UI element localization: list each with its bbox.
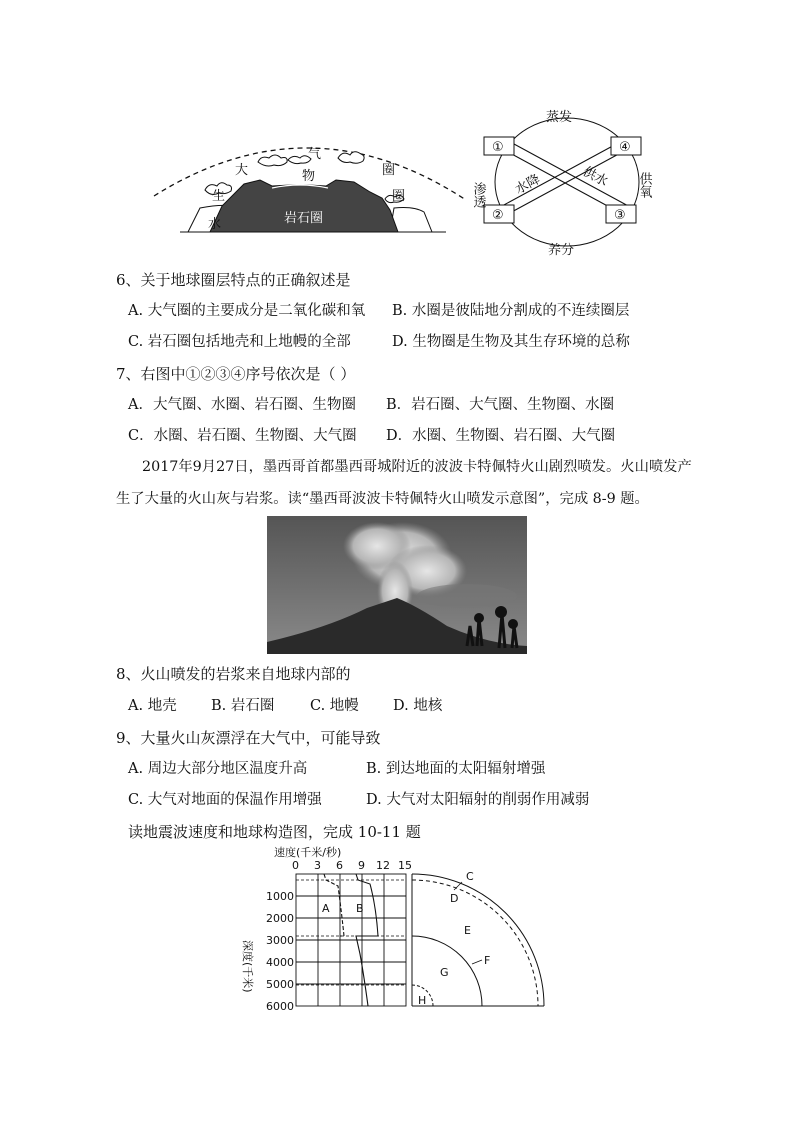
question-6-stem: 6、关于地球圈层特点的正确叙述是: [116, 271, 351, 289]
question-7-option-d: D．水圈、生物圈、岩石圈、大气圈: [386, 428, 616, 444]
speed-axis-title: 速度(千米/秒): [274, 846, 342, 859]
sphere-label-7: 水: [208, 217, 222, 232]
question-7-option-b: B．岩石圈、大气圈、生物圈、水圈: [386, 397, 615, 413]
box-label-1: ①: [492, 140, 504, 155]
layer-label-g: G: [440, 966, 449, 979]
question-8-option-d: D. 地核: [393, 698, 443, 714]
layer-label-h: H: [418, 994, 427, 1007]
layer-label-e: E: [464, 924, 471, 937]
depth-tick-6000: 6000: [266, 1000, 294, 1013]
seismic-wave-figure: [241, 846, 550, 1013]
depth-tick-1000: 1000: [266, 890, 294, 903]
depth-tick-2000: 2000: [266, 912, 294, 925]
depth-tick-5000: 5000: [266, 978, 294, 991]
label-infiltration: 渗透: [470, 182, 486, 208]
depth-tick-3000: 3000: [266, 934, 294, 947]
question-6-option-d: D. 生物圈是生物及其生存环境的总称: [392, 334, 630, 350]
layer-label-c: C: [466, 870, 474, 883]
label-water-supply: 供水: [580, 164, 611, 190]
question-7-option-a: A．大气圈、水圈、岩石圈、生物圈: [128, 397, 356, 413]
label-precipitation: 水降: [512, 172, 543, 198]
speed-tick-0: 0: [292, 859, 299, 872]
question-9-option-a: A. 周边大部分地区温度升高: [128, 761, 308, 777]
question-9-option-b: B. 到达地面的太阳辐射增强: [366, 761, 546, 777]
question-6-option-b: B. 水圈是彼陆地分割成的不连续圈层: [392, 303, 630, 319]
layer-label-f: F: [484, 954, 491, 967]
intro-8-9-line-2: 生了大量的火山灰与岩浆。读“墨西哥波波卡特佩特火山喷发示意图”，完成 8-9 题。: [116, 491, 649, 507]
wave-label-a: A: [322, 902, 330, 915]
question-6-option-a: A. 大气圈的主要成分是二氧化碳和氧: [128, 303, 366, 319]
wave-label-b: B: [356, 902, 364, 915]
depth-axis-title: 深度(千米): [241, 940, 254, 993]
sphere-label-1: 大: [235, 163, 249, 178]
depth-tick-4000: 4000: [266, 956, 294, 969]
earth-structure-quarter: [412, 874, 544, 1006]
speed-depth-grid: [296, 874, 406, 1006]
sphere-cycle-figure: [470, 104, 656, 264]
sphere-label-6: 圈: [392, 189, 406, 204]
speed-tick-6: 6: [336, 859, 343, 872]
question-7-stem: 7、右图中①②③④序号依次是（ ）: [116, 365, 356, 383]
speed-tick-12: 12: [376, 859, 390, 872]
question-8-option-c: C. 地幔: [310, 698, 359, 714]
sphere-label-2: 气: [308, 147, 322, 162]
question-8-option-a: A. 地壳: [128, 698, 177, 714]
question-9-option-c: C. 大气对地面的保温作用增强: [128, 792, 322, 808]
layer-label-d: D: [450, 892, 459, 905]
box-label-3: ③: [614, 208, 626, 223]
question-6-option-c: C. 岩石圈包括地壳和上地幔的全部: [128, 334, 351, 350]
earth-spheres-figure: [150, 128, 470, 236]
volcano-eruption-photo: [267, 516, 527, 654]
question-8-option-b: B. 岩石圈: [211, 698, 275, 714]
speed-tick-9: 9: [358, 859, 365, 872]
speed-tick-3: 3: [314, 859, 321, 872]
question-7-option-c: C．水圈、岩石圈、生物圈、大气圈: [128, 428, 357, 444]
box-label-4: ④: [619, 140, 631, 155]
intro-10-11: 读地震波速度和地球构造图，完成 10-11 题: [128, 823, 421, 841]
label-nutrients: 养分: [548, 243, 575, 258]
sphere-label-3: 圈: [382, 163, 396, 178]
label-oxygen-supply: 供氧: [636, 172, 652, 198]
label-evaporation: 蒸发: [546, 110, 573, 125]
sphere-label-5: 生: [212, 189, 226, 204]
sphere-label-8: 岩石圈: [284, 211, 324, 226]
question-9-option-d: D. 大气对太阳辐射的削弱作用减弱: [366, 792, 590, 808]
intro-8-9-line-1: 2017年9月27日，墨西哥首都墨西哥城附近的波波卡特佩特火山剧烈喷发。火山喷发产: [142, 459, 692, 475]
question-9-stem: 9、大量火山灰漂浮在大气中，可能导致: [116, 729, 381, 747]
question-8-stem: 8、火山喷发的岩浆来自地球内部的: [116, 665, 351, 683]
box-label-2: ②: [492, 208, 504, 223]
speed-tick-15: 15: [398, 859, 412, 872]
sphere-label-4: 物: [302, 169, 316, 184]
